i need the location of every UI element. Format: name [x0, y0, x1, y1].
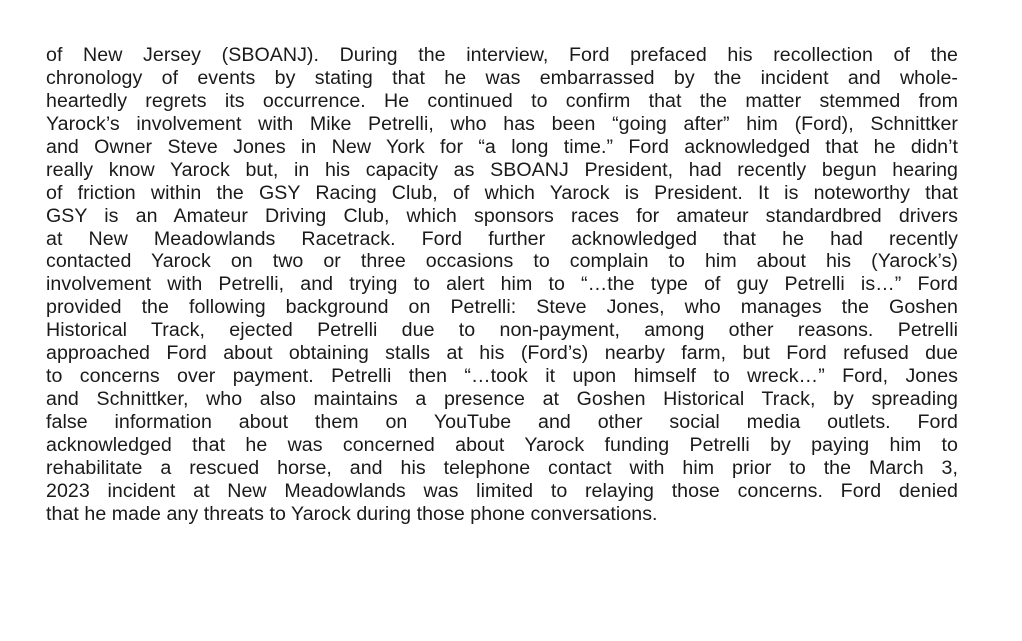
text-line-19: rehabilitate a rescued horse, and his telephone contact with him prior to the March 3, [46, 456, 958, 479]
text-line-9: at New Meadowlands Racetrack. Ford further acknowledged that he had recently [46, 227, 958, 250]
text-line-3: heartedly regrets its occurrence. He continued to confirm that the matter stemmed from [46, 89, 958, 112]
text-line-11: involvement with Petrelli, and trying to alert him to “…the type of guy Petrelli is…” Ford [46, 273, 958, 296]
text-line-21: that he made any threats to Yarock during those phone conversations. [46, 502, 658, 525]
text-line-17: false information about them on YouTube and other social media outlets. Ford [46, 411, 958, 433]
text-line-4: Yarock’s involvement with Mike Petrelli, who has been “going after” him (Ford), Schnittker [46, 112, 958, 135]
text-line-10: contacted Yarock on two or three occasions to complain to him about his (Yarock’s) [46, 250, 958, 273]
text-line-2: chronology of events by stating that he was embarrassed by the incident and whole- [46, 66, 958, 89]
text-line-7: of friction within the GSY Racing Club, of which Yarock is President. It is noteworthy that [46, 181, 958, 204]
text-line-16: and Schnittker, who also maintains a presence at Goshen Historical Track, by spreading [46, 388, 958, 411]
text-line-18: acknowledged that he was concerned about Yarock funding Petrelli by paying him to [46, 433, 958, 456]
text-line-13: Historical Track, ejected Petrelli due to non-payment, among other reasons. Petrelli [46, 319, 958, 342]
text-line-12: provided the following background on Petrelli: Steve Jones, who manages the Goshen [46, 296, 958, 319]
text-line-15: to concerns over payment. Petrelli then “…took it upon himself to wreck…” Ford, Jones [46, 365, 958, 388]
text-line-6: really know Yarock but, in his capacity as SBOANJ President, had recently begun hearing [46, 158, 958, 181]
body-paragraph [46, 44, 958, 526]
text-line-14: approached Ford about obtaining stalls at his (Ford’s) nearby farm, but Ford refused due [46, 342, 958, 365]
text-line-1: of New Jersey (SBOANJ). During the interview, Ford prefaced his recollection of the [46, 44, 958, 66]
text-line-20: 2023 incident at New Meadowlands was limited to relaying those concerns. Ford denied [46, 479, 958, 502]
document-page [46, 44, 958, 526]
text-line-8: GSY is an Amateur Driving Club, which sponsors races for amateur standardbred drivers [46, 204, 958, 227]
text-line-5: and Owner Steve Jones in New York for “a long time.” Ford acknowledged that he didn’t [46, 135, 958, 158]
